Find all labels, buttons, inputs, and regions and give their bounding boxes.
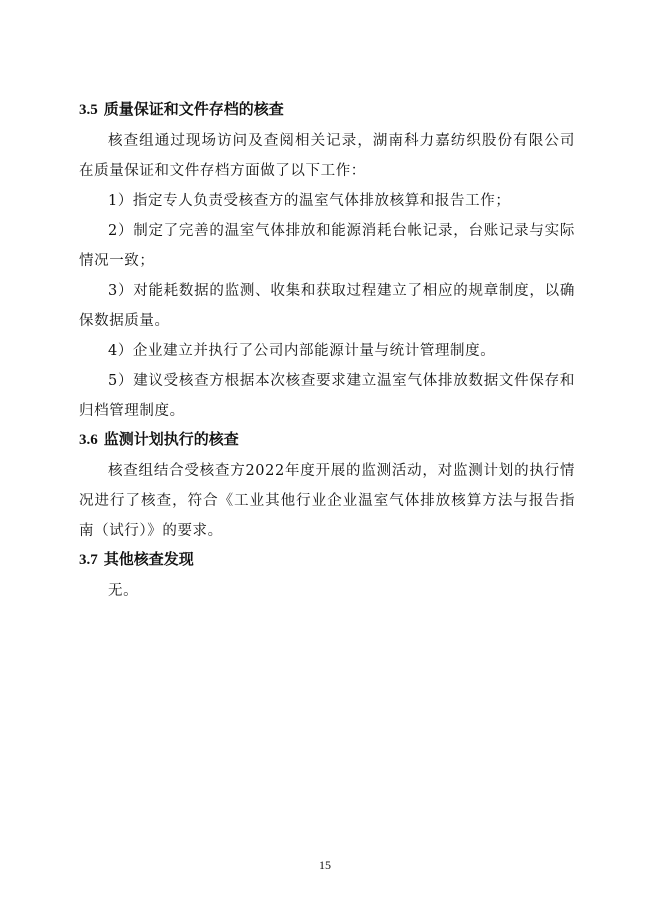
section-title: 其他核查发现	[103, 550, 194, 568]
paragraph: 无。	[108, 583, 139, 599]
section-heading-3-5	[79, 98, 575, 120]
list-item: 4）企业建立并执行了公司内部能源计量与统计管理制度。	[108, 343, 496, 359]
list-item: 5）建议受核查方根据本次核查要求建立温室气体排放数据文件保存和归档管理制度。	[79, 373, 575, 419]
list-item: 2）制定了完善的温室气体排放和能源消耗台帐记录，台账记录与实际情况一致；	[79, 223, 575, 269]
section-number: 3.5	[79, 102, 98, 118]
section-heading-3-7	[79, 548, 575, 570]
section-number: 3.7	[79, 552, 98, 568]
section-heading-3-6	[79, 428, 575, 450]
section-title: 质量保证和文件存档的核查	[103, 100, 284, 118]
list-item: 1）指定专人负责受核查方的温室气体排放核算和报告工作；	[108, 193, 511, 209]
page-number: 15	[319, 858, 331, 872]
page-content	[79, 98, 575, 606]
paragraph: 核查组通过现场访问及查阅相关记录，湖南科力嘉纺织股份有限公司在质量保证和文件存档方面做了以下工作：	[79, 133, 575, 179]
section-number: 3.6	[79, 432, 98, 448]
list-item: 3）对能耗数据的监测、收集和获取过程建立了相应的规章制度，以确保数据质量。	[79, 283, 575, 329]
section-title: 监测计划执行的核查	[103, 430, 239, 448]
paragraph: 核查组结合受核查方2022年度开展的监测活动，对监测计划的执行情况进行了核查，符合《工业其他行业企业温室气体排放核算方法与报告指南（试行）》的要求。	[79, 463, 575, 539]
